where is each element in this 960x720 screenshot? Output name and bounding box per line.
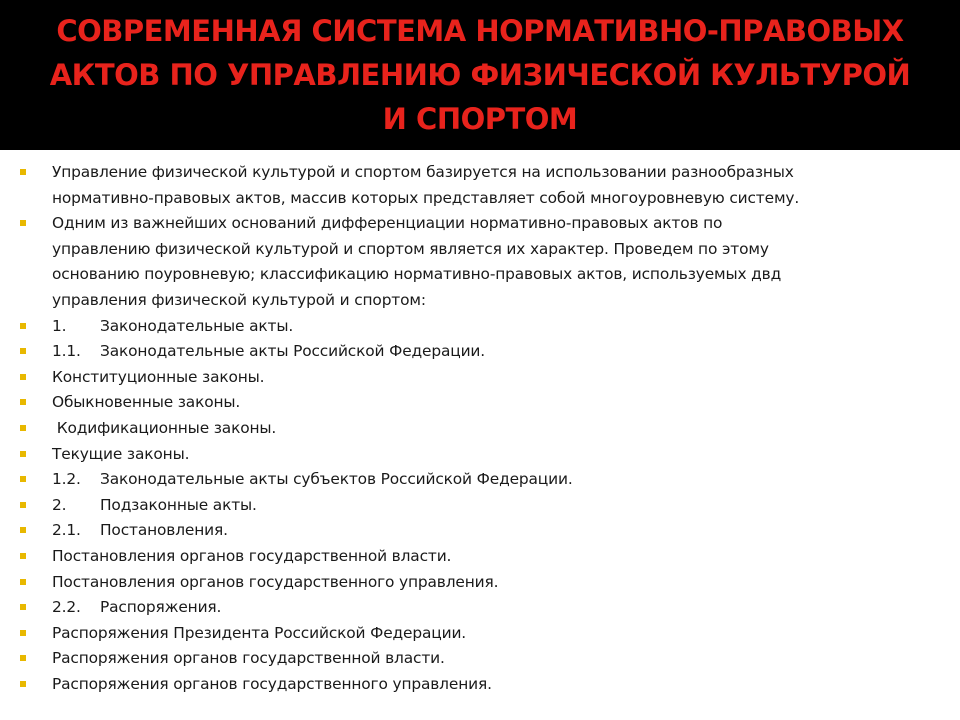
item-line: управлению физической культурой и спортом является их характер. Проведем по этому xyxy=(52,239,769,258)
list-item xyxy=(18,365,946,391)
slide-title xyxy=(36,9,925,141)
list-item xyxy=(18,646,946,672)
item-number: 2.2. xyxy=(52,598,81,617)
square-bullet-icon xyxy=(20,425,26,431)
item-text: Законодательные акты субъектов Российской Федерации. xyxy=(100,470,573,489)
item-number: 2. xyxy=(52,495,67,514)
list-item xyxy=(18,672,946,698)
title-line: АКТОВ ПО УПРАВЛЕНИЮ ФИЗИЧЕСКОЙ КУЛЬТУРОЙ xyxy=(49,58,911,92)
item-text: Постановления органов государственного управления. xyxy=(52,572,499,591)
list-item xyxy=(18,621,946,647)
item-text: Постановления органов государственной власти. xyxy=(52,546,452,565)
item-text: Кодификационные законы. xyxy=(52,418,277,437)
square-bullet-icon xyxy=(20,655,26,661)
item-line: Управление физической культурой и спортом базируется на использовании разнообразных xyxy=(52,163,794,181)
item-text: Законодательные акты. xyxy=(100,316,294,335)
item-number: 1.2. xyxy=(52,470,81,489)
square-bullet-icon xyxy=(20,579,26,585)
square-bullet-icon xyxy=(20,604,26,610)
item-text: Распоряжения Президента Российской Федерации. xyxy=(52,623,467,642)
item-text: Подзаконные акты. xyxy=(100,495,257,514)
bullet-list xyxy=(18,160,946,697)
list-item xyxy=(18,390,946,416)
list-item xyxy=(18,570,946,596)
square-bullet-icon xyxy=(20,399,26,405)
item-text: Законодательные акты Российской Федерации. xyxy=(100,342,486,361)
list-item xyxy=(18,544,946,570)
square-bullet-icon xyxy=(20,323,26,329)
list-item xyxy=(18,518,946,544)
square-bullet-icon xyxy=(20,220,26,226)
item-line: Одним из важнейших оснований дифференциации нормативно-правовых актов по xyxy=(52,214,723,233)
title-band xyxy=(0,0,960,150)
item-line: основанию поуровневую; классификацию нормативно-правовых актов, используемых двд xyxy=(52,265,782,284)
square-bullet-icon xyxy=(20,169,26,175)
item-text: Обыкновенные законы. xyxy=(52,393,241,412)
square-bullet-icon xyxy=(20,527,26,533)
title-divider xyxy=(0,150,960,156)
item-text: Распоряжения органов государственного управления. xyxy=(52,674,492,693)
title-line: СОВРЕМЕННАЯ СИСТЕМА НОРМАТИВНО-ПРАВОВЫХ xyxy=(56,14,904,48)
list-item xyxy=(18,416,946,442)
item-line: управления физической культурой и спортом: xyxy=(52,290,426,309)
list-item xyxy=(18,339,946,365)
list-item xyxy=(18,493,946,519)
square-bullet-icon xyxy=(20,374,26,380)
list-item xyxy=(18,467,946,493)
item-number: 2.1. xyxy=(52,521,81,540)
item-number: 1.1. xyxy=(52,342,81,361)
square-bullet-icon xyxy=(20,553,26,559)
square-bullet-icon xyxy=(20,348,26,354)
list-item xyxy=(18,160,946,211)
item-number: 1. xyxy=(52,316,67,335)
square-bullet-icon xyxy=(20,502,26,508)
item-text: Текущие законы. xyxy=(52,444,190,463)
title-line: И СПОРТОМ xyxy=(382,102,578,136)
square-bullet-icon xyxy=(20,476,26,482)
square-bullet-icon xyxy=(20,451,26,457)
square-bullet-icon xyxy=(20,630,26,636)
list-item xyxy=(18,211,946,313)
item-line: нормативно-правовых актов, массив которых представляет собой многоуровневую систему. xyxy=(52,188,800,207)
list-item xyxy=(18,595,946,621)
item-text: Постановления. xyxy=(100,521,228,540)
item-text: Распоряжения органов государственной власти. xyxy=(52,649,445,668)
square-bullet-icon xyxy=(20,681,26,687)
list-item xyxy=(18,314,946,340)
item-text: Распоряжения. xyxy=(100,598,222,617)
item-text: Конституционные законы. xyxy=(52,367,265,386)
list-item xyxy=(18,442,946,468)
